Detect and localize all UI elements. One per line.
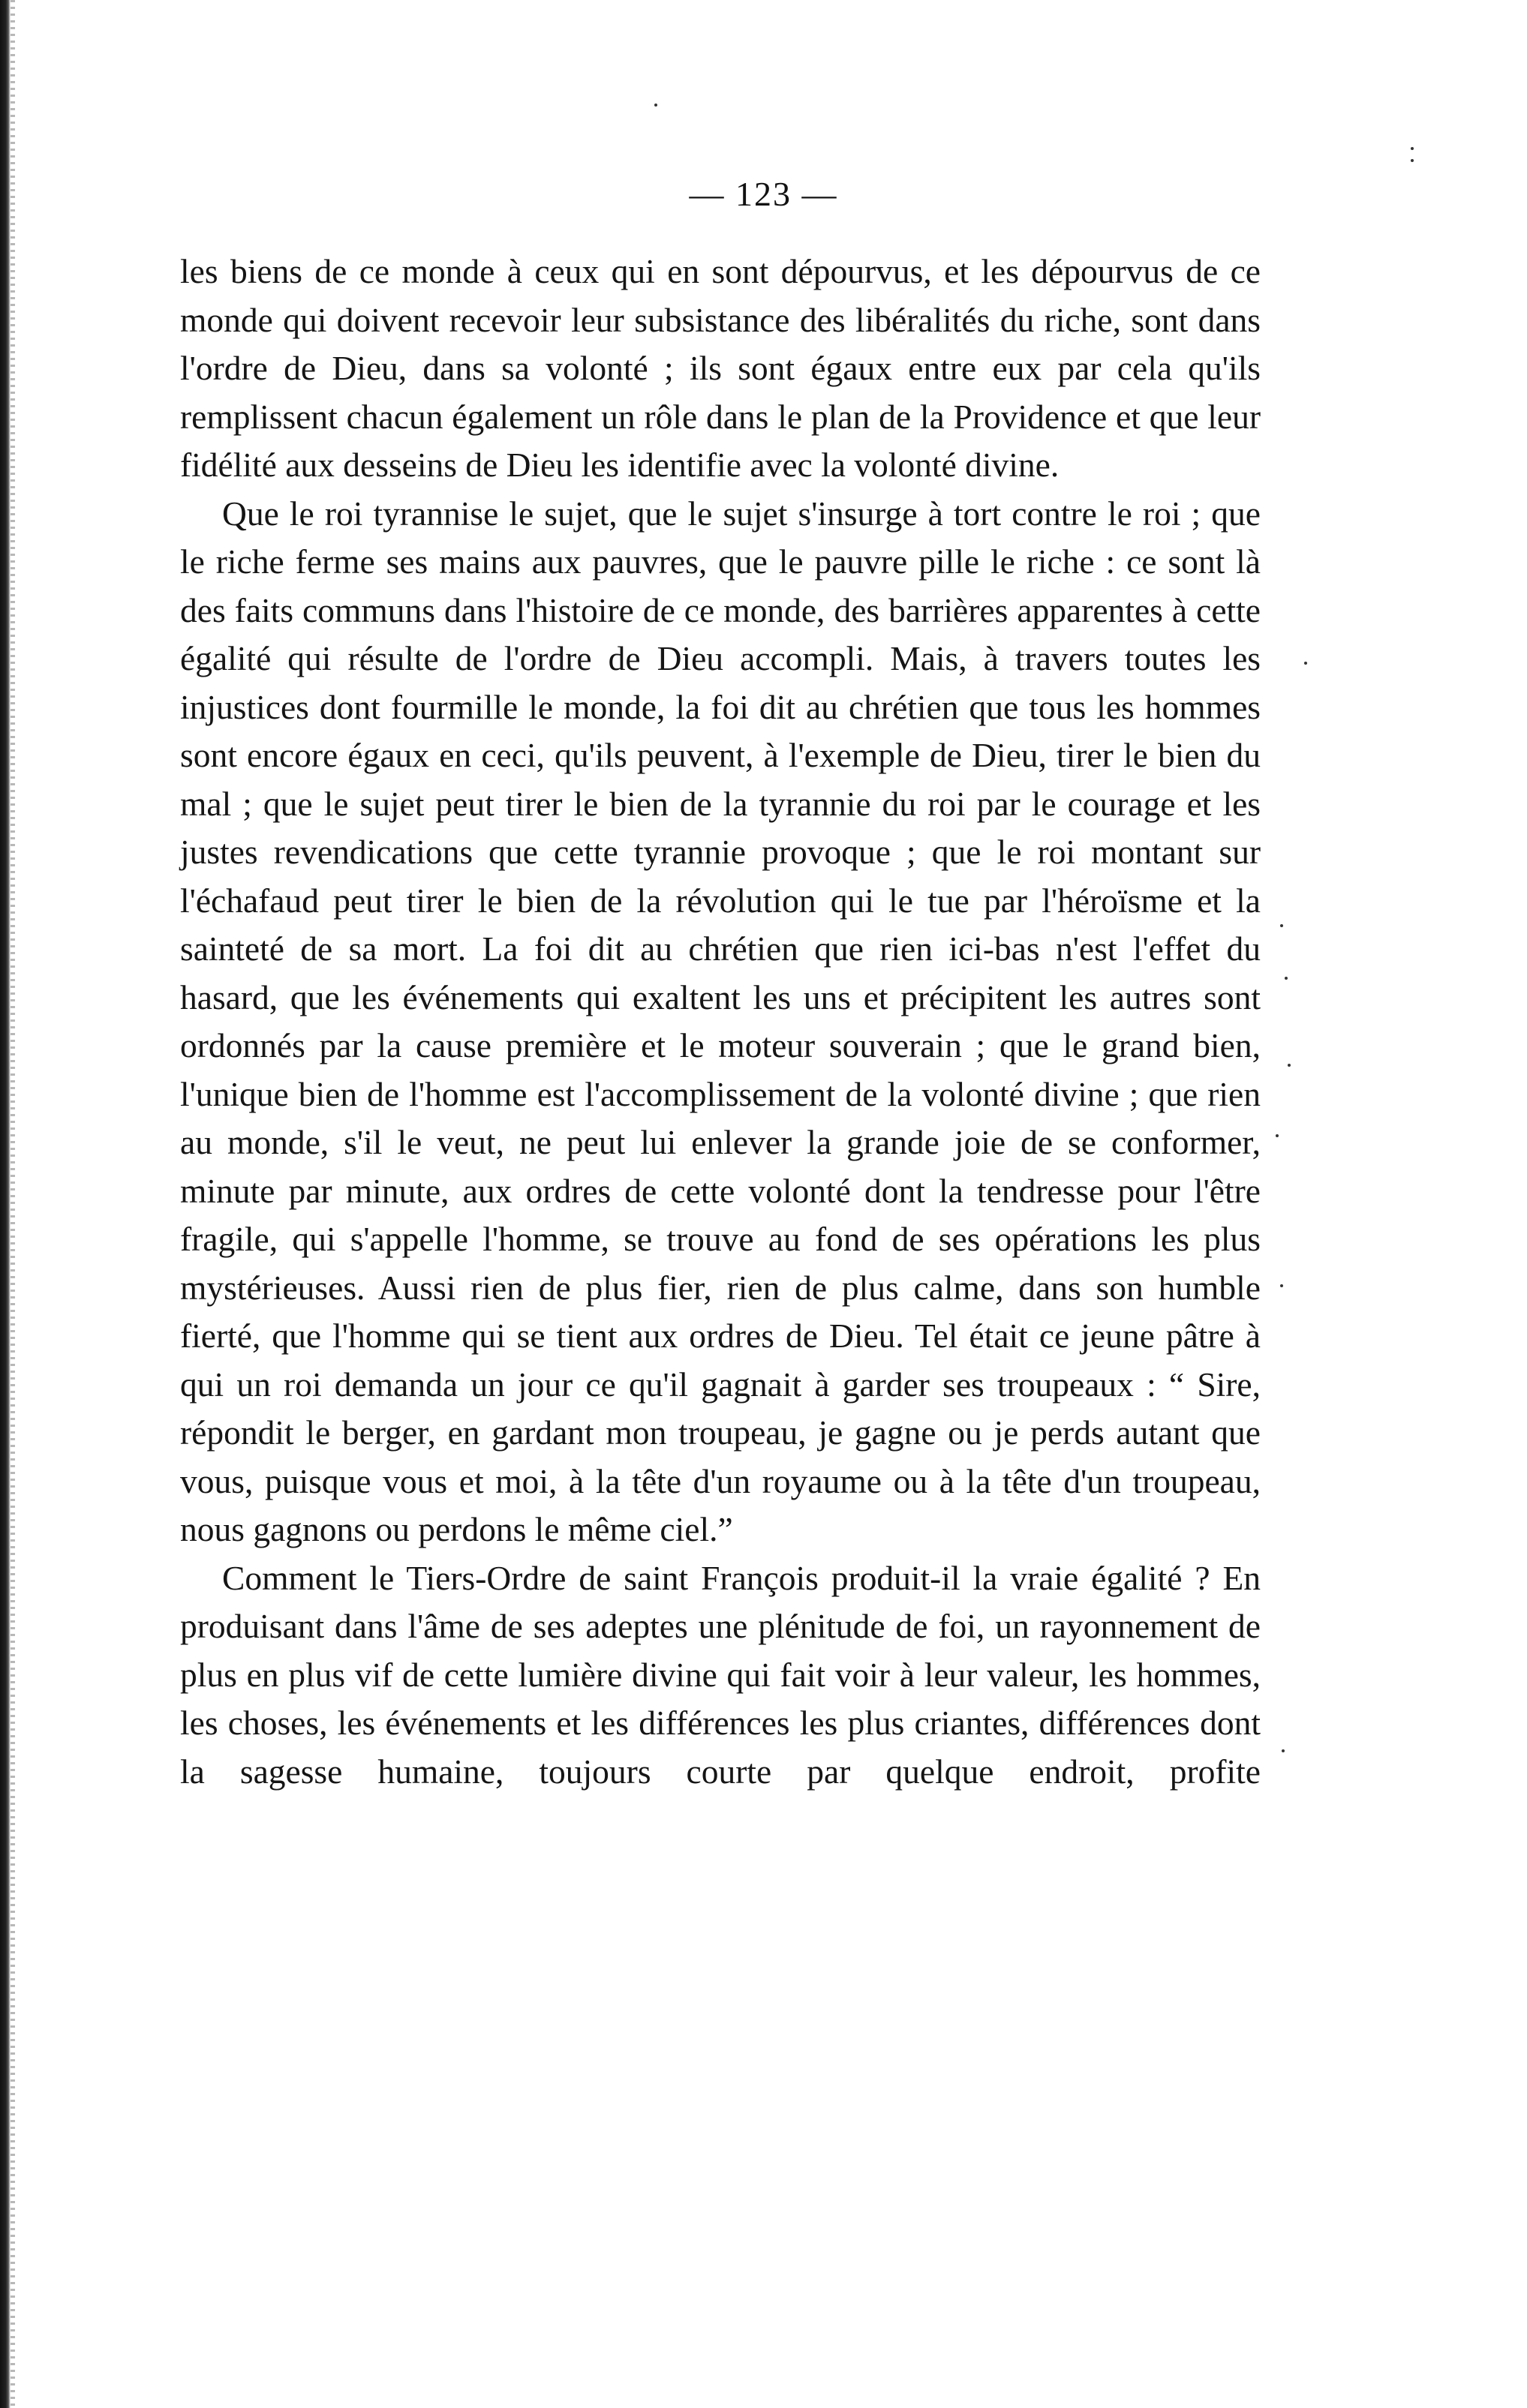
print-speck bbox=[1280, 924, 1283, 927]
print-speck bbox=[1411, 147, 1414, 150]
page-binding-edge bbox=[0, 0, 11, 2408]
paragraph-1: les biens de ce monde à ceux qui en sont dépourvus, et les dépourvus de ce monde qui doivent recevoir leur subsistance des libéralités du riche, sont dans l'ordre de Dieu, dans sa volonté ; ils sont égaux entre eux par cela qu'ils remplissent chacun également un rôle dans le plan de la Providence et que leur fidélité aux desseins de Dieu les identifie avec la volonté divine. bbox=[180, 252, 1261, 484]
paragraph-3: Comment le Tiers-Ordre de saint François produit-il la vraie égalité ? En produisant dans l'âme de ses adeptes une plénitude de foi, un rayonnement de plus en plus vif de cette lumière divine qui fait voir à leur valeur, les hommes, les choses, les événements et les différences les plus criantes, différences dont la sagesse humaine, toujours courte par quelque endroit, profite bbox=[180, 1558, 1261, 1791]
page-number: — 123 — bbox=[689, 175, 838, 213]
print-speck bbox=[1282, 1749, 1285, 1752]
print-speck bbox=[1304, 662, 1307, 665]
print-speck bbox=[1288, 1064, 1291, 1067]
print-speck bbox=[1280, 1284, 1283, 1287]
paragraph-2: Que le roi tyrannise le sujet, que le sujet s'insurge à tort contre le roi ; que le riche ferme ses mains aux pauvres, que le pauvre pille le riche : ce sont là des faits communs dans l'histoire de ce monde, des barrières apparentes à cette égalité qui résulte de l'ordre de Dieu accompli. Mais, à travers toutes les injustices dont fourmille le monde, la foi dit au chrétien que tous les hommes sont encore égaux en ceci, qu'ils peuvent, à l'exemple de Dieu, tirer le bien du mal ; que le sujet peut tirer le bien de la tyrannie du roi par le courage et les justes revendications que cette tyrannie provoque ; que le roi montant sur l'échafaud peut tirer le bien de la révolution qui le tue par l'héroïsme et la sainteté de sa mort. La foi dit au chrétien que rien ici-bas n'est l'effet du hasard, que les événements qui exaltent les uns et précipitent les autres sont ordonnés par la cause première et le moteur souverain ; que le grand bien, l'unique bien de l'homme est l'accomplissement de la volonté divine ; que rien au monde, s'il le veut, ne peut lui enlever la grande joie de se conformer, minute par minute, aux ordres de cette volonté dont la tendresse pour l'être fragile, qui s'appelle l'homme, se trouve au fond de ses opérations les plus mystérieuses. Aussi rien de plus fier, rien de plus calme, dans son humble fierté, que l'homme qui se tient aux ordres de Dieu. Tel était ce jeune pâtre à qui un roi demanda un jour ce qu'il gagnait à garder ses troupeaux : “ Sire, répondit le berger, en gardant mon troupeau, je gagne ou je perds autant que vous, puisque vous et moi, à la tête d'un royaume ou à la tête d'un troupeau, nous gagnons ou perdons le même ciel.” bbox=[180, 494, 1261, 1548]
print-speck bbox=[1411, 159, 1414, 162]
print-speck bbox=[654, 104, 657, 107]
print-speck bbox=[1276, 1134, 1279, 1137]
print-speck bbox=[1285, 977, 1288, 980]
body-text bbox=[180, 248, 1261, 1796]
